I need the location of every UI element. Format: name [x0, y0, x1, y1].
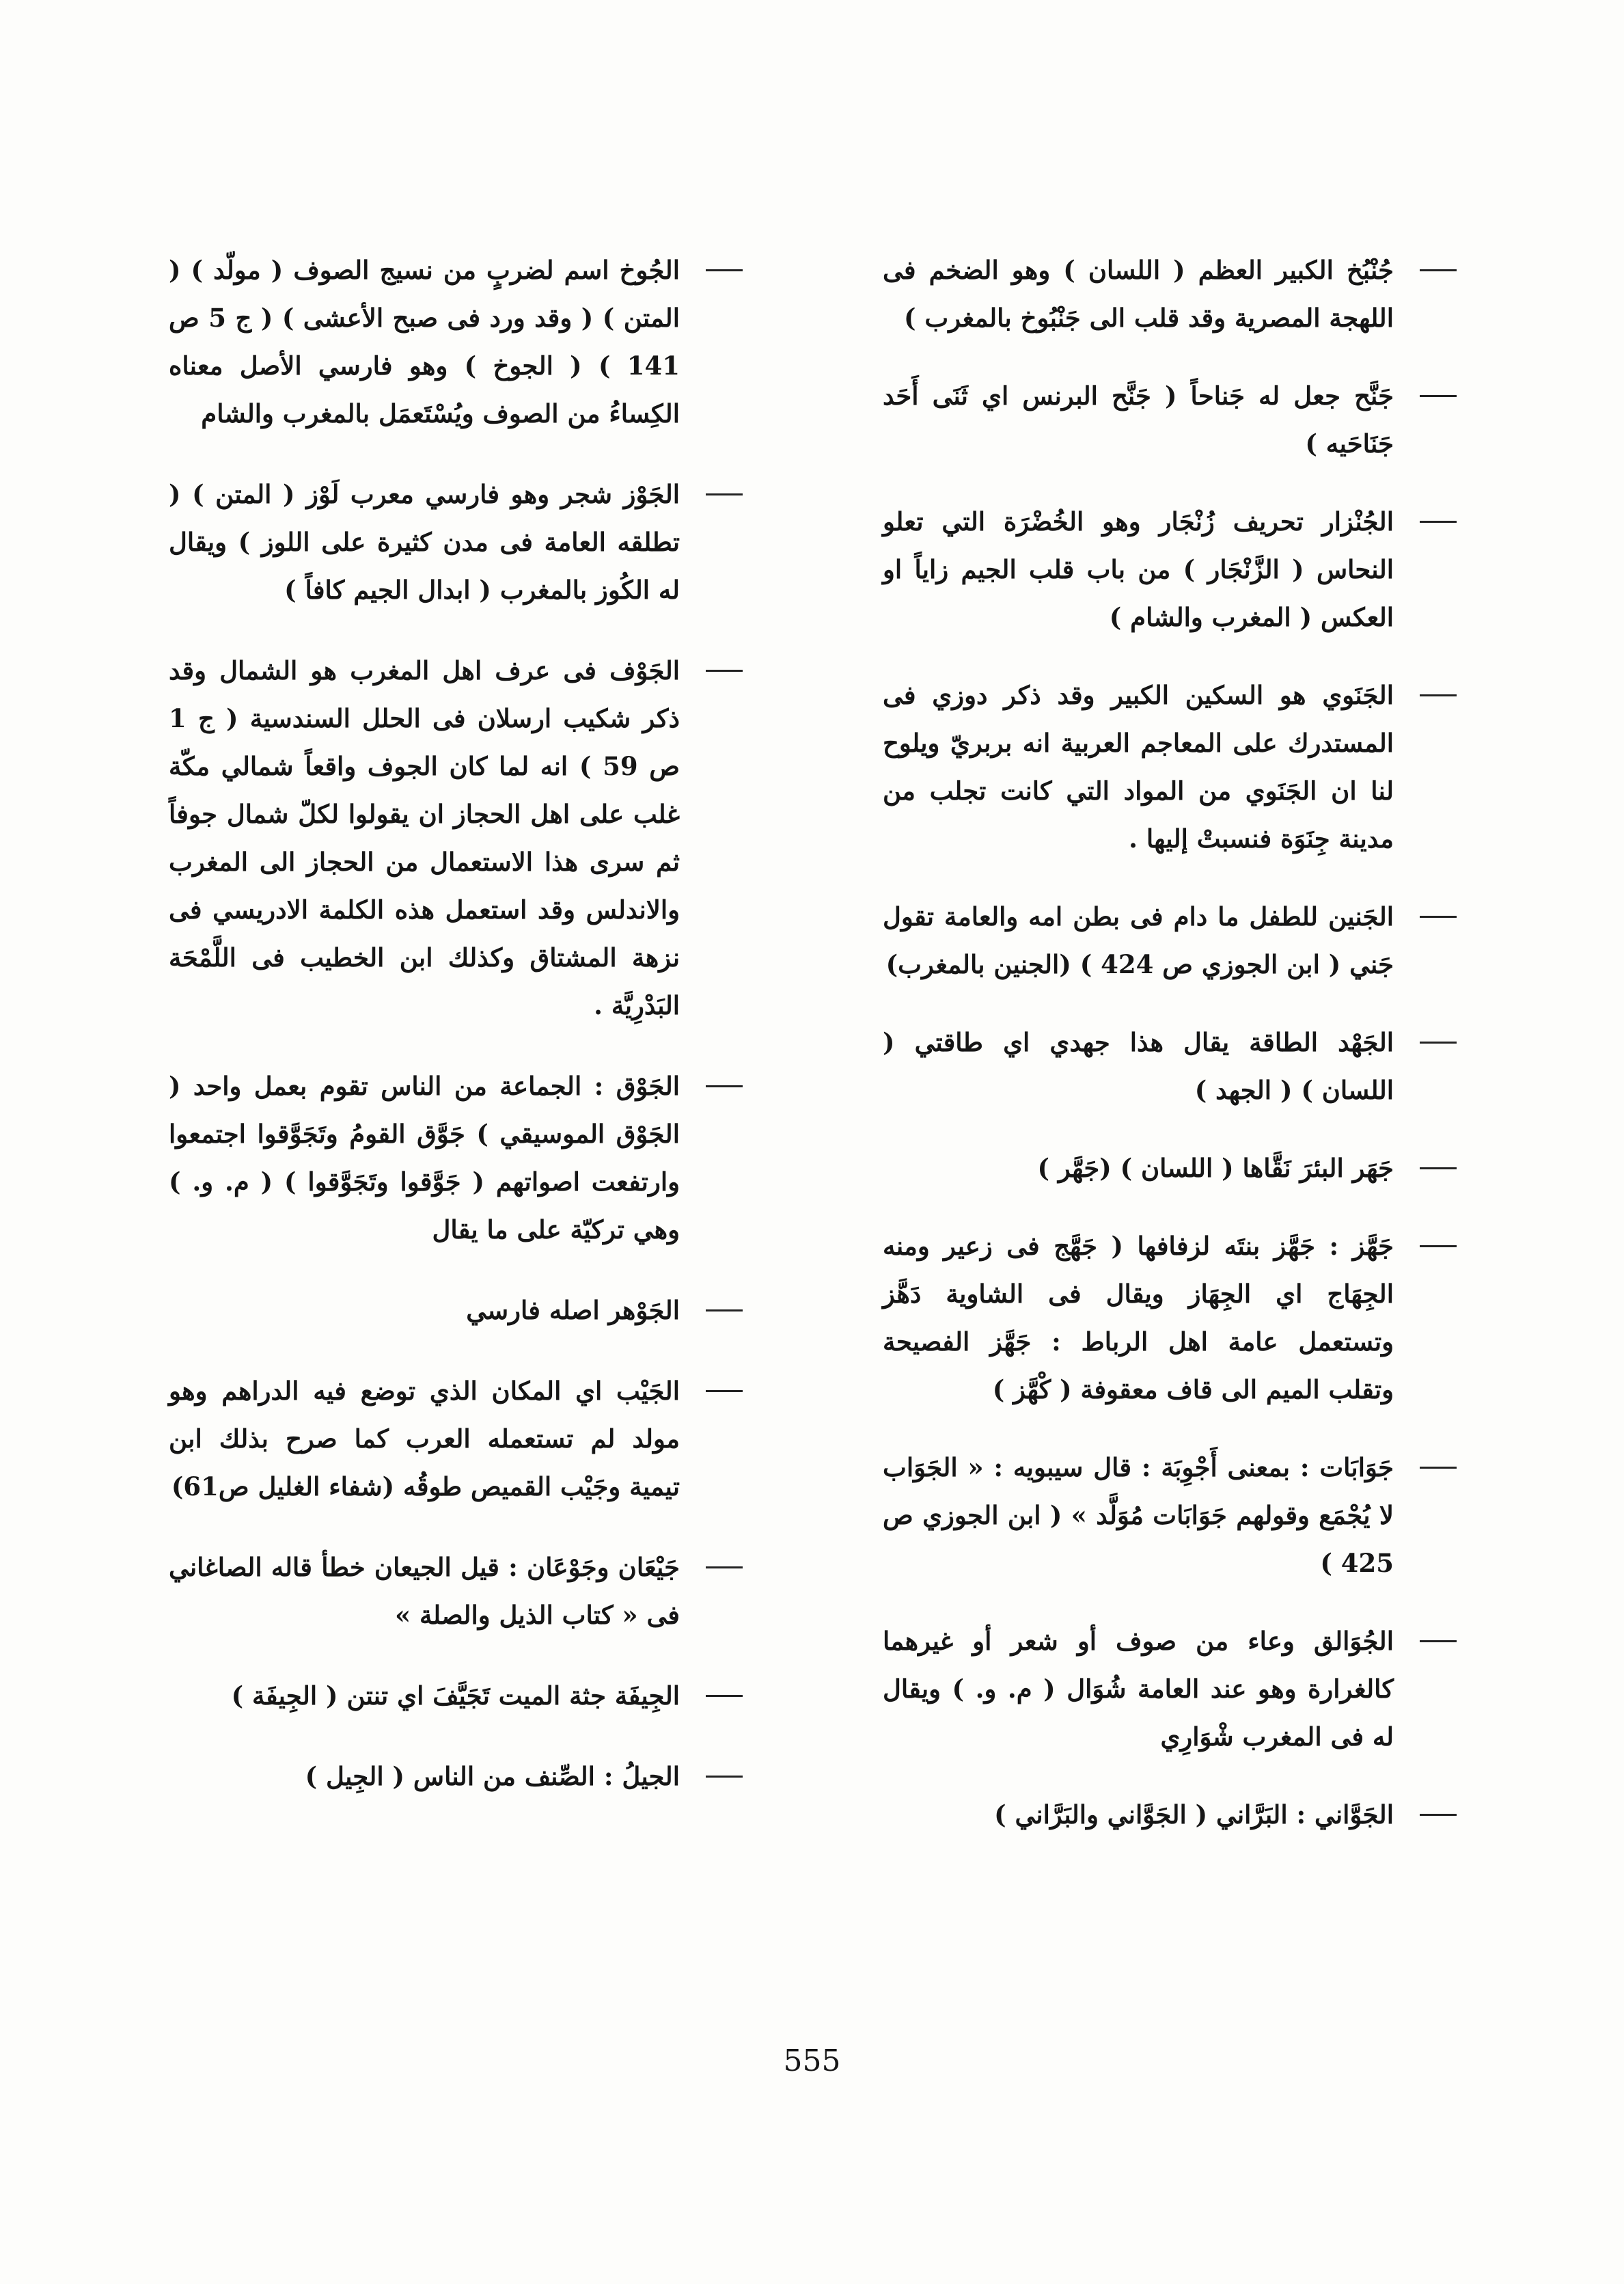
left-column [169, 246, 743, 1800]
entry-dash [706, 1566, 743, 1568]
dictionary-entry [883, 246, 1457, 342]
dictionary-entry [883, 1018, 1457, 1114]
dictionary-entry [169, 470, 743, 614]
dictionary-entry [169, 647, 743, 1029]
dictionary-entry [883, 1144, 1457, 1192]
dictionary-entry [169, 1367, 743, 1510]
dictionary-entry [883, 1617, 1457, 1760]
dictionary-entry [883, 1443, 1457, 1587]
dictionary-entry [883, 498, 1457, 641]
dictionary-entry [169, 1543, 743, 1639]
dictionary-entry [169, 1752, 743, 1800]
dictionary-entry [883, 372, 1457, 467]
entry-text: الجَنَوي هو السكين الكبير وقد ذكر دوزي فى المستدرك على المعاجم العربية انه بربريّ ويلوح لنا ان الجَنَوي من المواد التي كانت تجلب من مدينة جِنَوَة فنسبتْ إليها . [883, 680, 1394, 854]
dictionary-entry [883, 1791, 1457, 1838]
entry-text: جَهَّز : جَهَّز بنتَه لزفافها ( جَهَّج فى زعير ومنه الجِهَاج اي الجِهَاز ويقال فى الشاوية دَهَّز وتستعمل عامة اهل الرباط : جَهَّز الفصيحة وتقلب الميم الى قاف معقوفة ( كْهَّز ) [883, 1231, 1394, 1404]
entry-dash [1420, 269, 1457, 271]
entry-text: الجَيْب اي المكان الذي توضع فيه الدراهم وهو مولد لم تستعمله العرب كما صرح بذلك ابن تيمية وجَيْب القميص طوقُه (شفاء الغليل ص61) [169, 1376, 680, 1501]
entry-dash [1420, 521, 1457, 523]
entry-dash [706, 1390, 743, 1392]
entry-text: الجَوَّاني : البَرَّاني ( الجَوَّاني والبَرَّاني ) [994, 1799, 1394, 1830]
entry-text: جَنَّح جعل له جَناحاً ( جَنَّح البرنس اي ثَنَى أَحَد جَنَاحَيه ) [883, 381, 1394, 459]
entry-text: الجَوْهر اصله فارسي [466, 1295, 680, 1325]
entry-dash [706, 670, 743, 672]
entry-dash [1420, 1467, 1457, 1469]
entry-dash [706, 493, 743, 495]
dictionary-entry [169, 1286, 743, 1334]
entry-text: الجَوْز شجر وهو فارسي معرب لَوْز ( المتن ) ( تطلقه العامة فى مدن كثيرة على اللوز ) ويقال له الكُوز بالمغرب ( ابدال الجيم كافاً ) [169, 479, 680, 605]
entry-text: الجَوْف فى عرف اهل المغرب هو الشمال وقد ذكر شكيب ارسلان فى الحلل السندسية ( ج 1 ص 59 ) انه لما كان الجوف واقعاً شمالي مكّة غلب على اهل الحجاز ان يقولوا لكلّ شمال جوفاً ثم سرى هذا الاستعمال من الحجاز الى المغرب والاندلس وقد استعمل هذه الكلمة الادريسي فى نزهة المشتاق وكذلك ابن الخطيب فى اللَّمْحَة البَدْرِيَّة . [169, 655, 680, 1020]
entry-text: الجَوْق : الجماعة من الناس تقوم بعمل واحد ( الجَوْق الموسيقي ) جَوَّق القومُ وتَجَوَّقوا اجتمعوا وارتفعت اصواتهم ( جَوَّقوا وتَجَوَّقوا ) ( م. و. ) وهي تركيّة على ما يقال [169, 1071, 680, 1245]
dictionary-entry [169, 1062, 743, 1253]
page-number: 555 [783, 2043, 841, 2078]
entry-dash [1420, 1245, 1457, 1247]
entry-dash [1420, 1167, 1457, 1169]
entry-dash [1420, 1814, 1457, 1816]
dictionary-entry [883, 671, 1457, 862]
entry-dash [1420, 1042, 1457, 1044]
entry-text: الجُنْزار تحريف زُنْجَار وهو الخُضْرَة التي تعلو النحاس ( الزَّنْجَار ) من باب قلب الجيم زاياً او العكس ( المغرب والشام ) [883, 506, 1394, 632]
dictionary-entry [883, 893, 1457, 988]
entry-dash [706, 1776, 743, 1778]
entry-text: الجَنين للطفل ما دام فى بطن امه والعامة تقول جَني ( ابن الجوزي ص 424 ) (الجنين بالمغرب) [883, 901, 1394, 979]
entry-text: جَيْعَان وجَوْعَان : قيل الجيعان خطأ قاله الصاغاني فى « كتاب الذيل والصلة » [169, 1552, 680, 1630]
entry-text: جَهَر البئرَ نَقَّاها ( اللسان ) (جَهَّر ) [1037, 1153, 1394, 1183]
entry-text: الجِيفَة جثة الميت تَجَيَّفَ اي تنتن ( الجِيفَة ) [231, 1681, 680, 1711]
entry-text: الجُوخ اسم لضربٍ من نسيج الصوف ( مولّد ) ( المتن ) ( وقد ورد فى صبح الأعشى ) ( ج 5 ص 141 ) ( الجوخ ) وهو فارسي الأصل معناه الكِساءُ من الصوف ويُسْتَعمَل بالمغرب والشام [169, 255, 680, 429]
entry-dash [1420, 1640, 1457, 1642]
entry-dash [1420, 395, 1457, 397]
dictionary-entry [169, 246, 743, 437]
entry-dash [706, 1695, 743, 1697]
entry-dash [706, 269, 743, 271]
entry-text: الجَهْد الطاقة يقال هذا جهدي اي طاقتي ( اللسان ) ( الجهد ) [883, 1027, 1394, 1105]
entry-dash [1420, 694, 1457, 696]
entry-dash [706, 1085, 743, 1087]
dictionary-entry [169, 1672, 743, 1719]
entry-text: جَوَابَات : بمعنى أَجْوِبَة : قال سيبويه : « الجَوَاب لا يُجْمَع وقولهم جَوَابَات مُوَلَّد » ( ابن الجوزي ص 425 ) [883, 1452, 1394, 1578]
entry-text: الجُوَالق وعاء من صوف أو شعر أو غيرهما كالغرارة وهو عند العامة شُوَال ( م. و. ) ويقال له فى المغرب شْوَارِي [883, 1626, 1394, 1752]
entry-dash [706, 1309, 743, 1311]
entry-dash [1420, 916, 1457, 918]
dictionary-entry [883, 1222, 1457, 1413]
entry-text: الجيلُ : الصِّنف من الناس ( الجِيل ) [305, 1761, 680, 1791]
right-column [883, 246, 1457, 1838]
entry-text: جُنْبُخ الكبير العظم ( اللسان ) وهو الضخم فى اللهجة المصرية وقد قلب الى جَنْبُوخ بالمغرب ) [883, 255, 1394, 333]
